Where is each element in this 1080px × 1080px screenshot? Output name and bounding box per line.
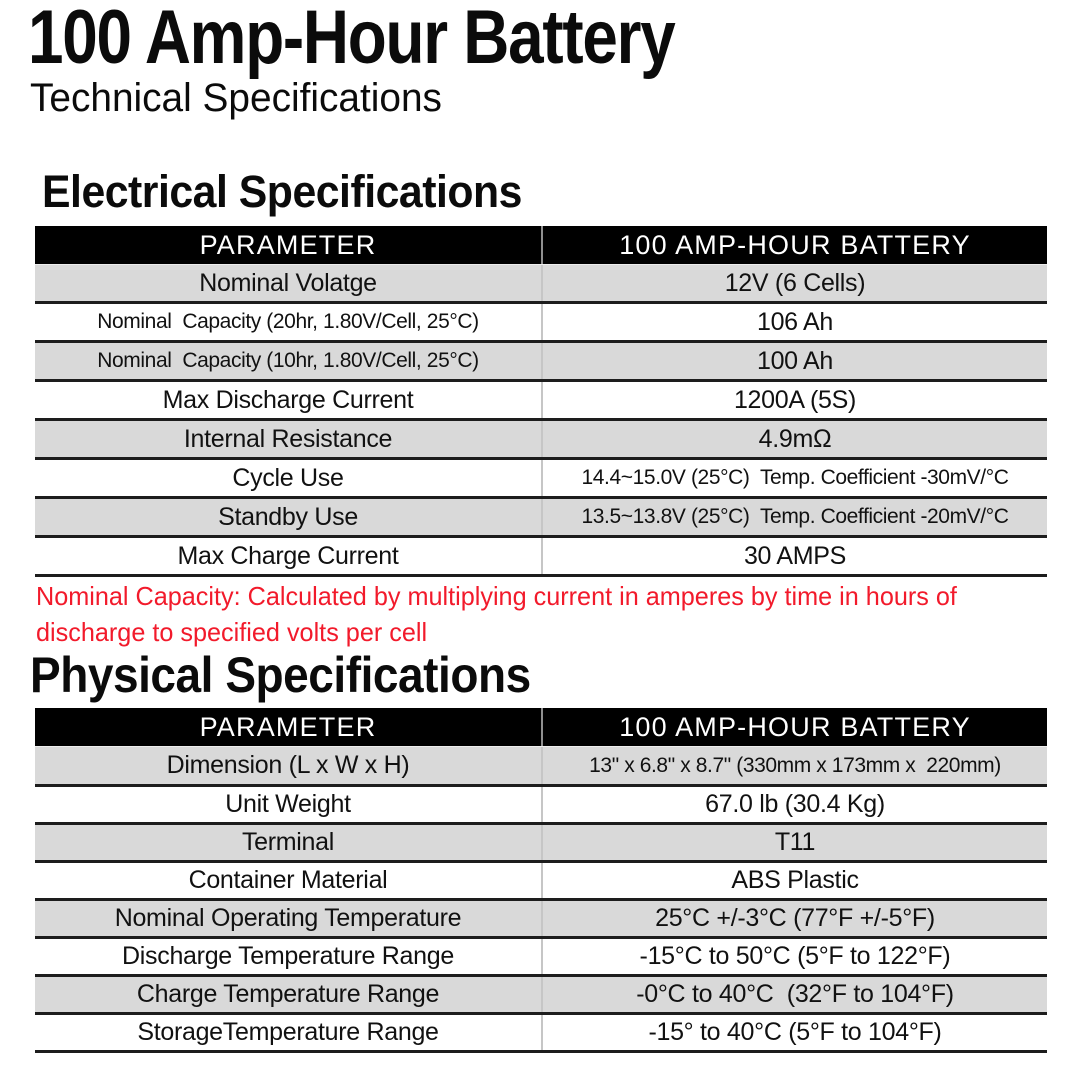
parameter-cell: StorageTemperature Range <box>137 1018 439 1046</box>
value-cell: 1200A (5S) <box>541 382 1047 418</box>
page-subtitle: Technical Specifications <box>30 76 442 120</box>
table-row <box>35 264 1047 301</box>
table-row <box>35 860 1047 898</box>
parameter-cell: Nominal Operating Temperature <box>114 904 462 932</box>
table-row <box>35 1012 1047 1050</box>
physical-table-header-row <box>35 708 1047 746</box>
page-title: 100 Amp-Hour Battery <box>28 0 675 80</box>
table-row <box>35 822 1047 860</box>
column-header-battery: 100 AMP-HOUR BATTERY <box>541 226 1047 264</box>
parameter-cell: Discharge Temperature Range <box>122 942 454 970</box>
parameter-cell: Nominal Volatge <box>199 268 377 297</box>
value-cell: 25°C +/-3°C (77°F +/-5°F) <box>541 901 1047 936</box>
value-cell: ABS Plastic <box>541 863 1047 898</box>
parameter-cell: Nominal Capacity (10hr, 1.80V/Cell, 25°C) <box>97 349 479 372</box>
table-row <box>35 535 1047 574</box>
parameter-cell: Max Discharge Current <box>162 385 414 414</box>
physical-table-body <box>35 746 1047 1050</box>
electrical-section-heading: Electrical Specifications <box>42 166 522 217</box>
table-row <box>35 418 1047 457</box>
value-cell: 4.9mΩ <box>541 421 1047 457</box>
table-row <box>35 457 1047 496</box>
value-cell: -15° to 40°C (5°F to 104°F) <box>541 1015 1047 1050</box>
table-row <box>35 746 1047 784</box>
value-cell: -15°C to 50°C (5°F to 122°F) <box>541 939 1047 974</box>
value-cell: 100 Ah <box>541 343 1047 379</box>
parameter-cell: Charge Temperature Range <box>136 980 440 1008</box>
column-header-battery: 100 AMP-HOUR BATTERY <box>541 708 1047 746</box>
electrical-table-header-row <box>35 226 1047 264</box>
value-cell: 13.5~13.8V (25°C) Temp. Coefficient -20mV/°C <box>541 499 1047 535</box>
table-row <box>35 784 1047 822</box>
table-row <box>35 974 1047 1012</box>
parameter-cell: Max Charge Current <box>177 541 399 570</box>
value-cell: T11 <box>541 825 1047 860</box>
physical-section-heading: Physical Specifications <box>30 647 531 703</box>
parameter-cell: Nominal Capacity (20hr, 1.80V/Cell, 25°C) <box>97 310 479 333</box>
table-row <box>35 898 1047 936</box>
table-row <box>35 301 1047 340</box>
electrical-table-body <box>35 264 1047 574</box>
table-row <box>35 496 1047 535</box>
value-cell: -0°C to 40°C (32°F to 104°F) <box>541 977 1047 1012</box>
column-header-parameter: PARAMETER <box>199 711 377 742</box>
parameter-cell: Internal Resistance <box>183 424 393 453</box>
table-row <box>35 936 1047 974</box>
electrical-spec-table <box>35 226 1047 577</box>
parameter-cell: Container Material <box>188 866 388 894</box>
parameter-cell: Standby Use <box>218 502 358 531</box>
nominal-capacity-note: Nominal Capacity: Calculated by multiplying current in amperes by time in hours of discharge to specified volts per cell <box>36 581 957 647</box>
value-cell: 12V (6 Cells) <box>541 265 1047 301</box>
table-row <box>35 379 1047 418</box>
value-cell: 106 Ah <box>541 304 1047 340</box>
parameter-cell: Dimension (L x W x H) <box>166 751 410 779</box>
parameter-cell: Cycle Use <box>232 463 344 492</box>
value-cell: 13" x 6.8" x 8.7" (330mm x 173mm x 220mm) <box>541 747 1047 784</box>
value-cell: 30 AMPS <box>541 538 1047 574</box>
value-cell: 67.0 lb (30.4 Kg) <box>541 787 1047 822</box>
parameter-cell: Terminal <box>241 828 335 856</box>
physical-spec-table <box>35 708 1047 1053</box>
value-cell: 14.4~15.0V (25°C) Temp. Coefficient -30mV/°C <box>541 460 1047 496</box>
column-header-parameter: PARAMETER <box>199 229 377 260</box>
parameter-cell: Unit Weight <box>225 790 351 818</box>
table-row <box>35 340 1047 379</box>
